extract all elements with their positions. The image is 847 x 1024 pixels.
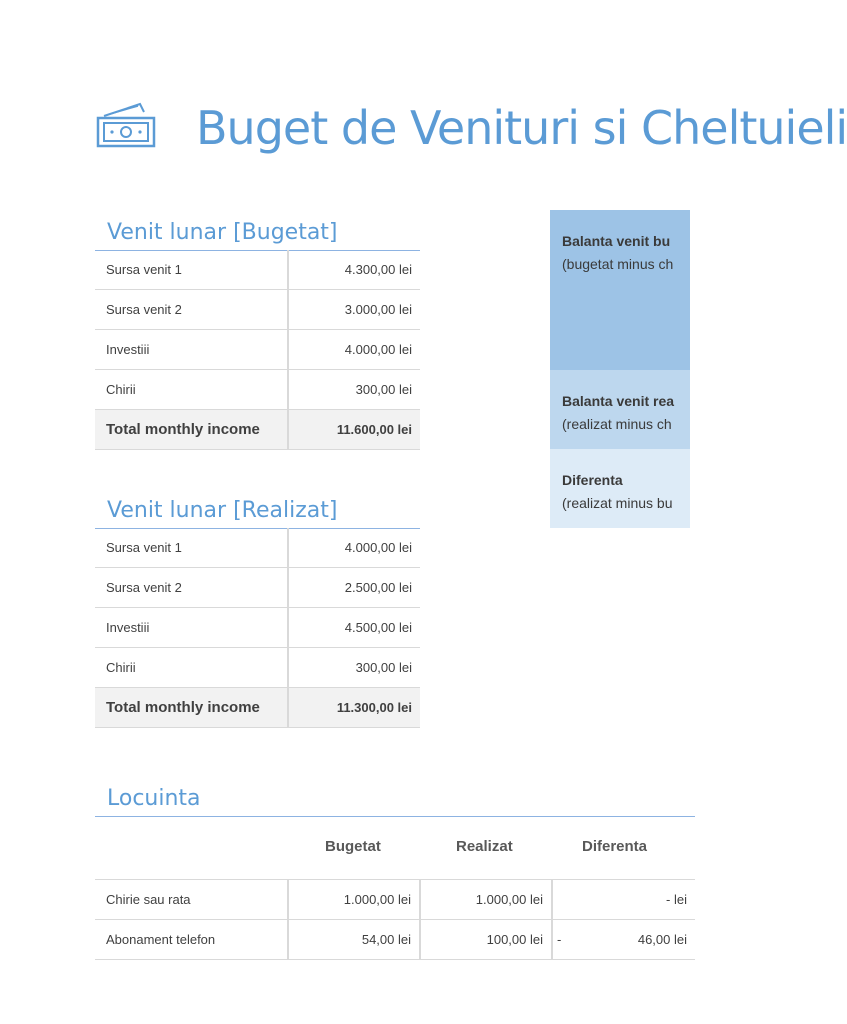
table-row <box>95 370 420 410</box>
row-value[interactable]: 4.500,00 lei <box>288 608 420 648</box>
row-value[interactable]: 3.000,00 lei <box>288 290 420 330</box>
row-label: Chirii <box>95 648 288 688</box>
budget-value[interactable]: 54,00 lei <box>288 920 420 960</box>
actual-income-heading <box>95 488 420 529</box>
difference-cell <box>552 920 695 960</box>
total-value: 11.300,00 lei <box>288 688 420 728</box>
table-row <box>95 528 420 568</box>
row-label: Sursa venit 2 <box>95 568 288 608</box>
table-row <box>95 568 420 608</box>
actual-value[interactable]: 100,00 lei <box>420 920 552 960</box>
panel-subtitle: (realizat minus ch <box>562 416 672 432</box>
row-value[interactable]: 4.000,00 lei <box>288 330 420 370</box>
total-row <box>95 688 420 728</box>
row-value[interactable]: 300,00 lei <box>288 370 420 410</box>
row-label: Investiii <box>95 330 288 370</box>
actual-value[interactable]: 1.000,00 lei <box>420 880 552 920</box>
budgeted-income-heading <box>95 210 420 251</box>
panel-title: Diferenta <box>562 472 623 488</box>
row-label: Sursa venit 1 <box>95 528 288 568</box>
section-title: Venit lunar [Realizat] <box>107 498 338 523</box>
total-value: 11.600,00 lei <box>288 410 420 450</box>
money-icon <box>96 100 158 150</box>
table-row <box>95 330 420 370</box>
total-row <box>95 410 420 450</box>
difference-cell <box>552 880 695 920</box>
row-value[interactable]: 4.300,00 lei <box>288 250 420 290</box>
panel-subtitle: (bugetat minus ch <box>562 256 674 272</box>
housing-heading <box>95 776 695 817</box>
difference-value: 46,00 lei <box>637 932 687 947</box>
panel-subtitle: (realizat minus bu <box>562 495 673 511</box>
row-label: Chirii <box>95 370 288 410</box>
difference-sign: - <box>557 932 562 947</box>
row-label: Abonament telefon <box>95 920 288 960</box>
panel-title: Balanta venit rea <box>562 393 675 409</box>
column-header-difference: Diferenta <box>582 838 648 855</box>
column-header-budget: Bugetat <box>325 838 381 855</box>
table-row <box>95 290 420 330</box>
section-title: Locuinta <box>107 786 201 811</box>
row-value[interactable]: 2.500,00 lei <box>288 568 420 608</box>
difference-panel <box>550 449 690 528</box>
total-label: Total monthly income <box>95 688 288 728</box>
column-header-actual: Realizat <box>456 838 513 855</box>
table-row <box>95 880 695 920</box>
row-value[interactable]: 4.000,00 lei <box>288 528 420 568</box>
difference-value: - lei <box>666 892 687 907</box>
section-title: Venit lunar [Bugetat] <box>107 220 338 245</box>
table-row <box>95 250 420 290</box>
page-title: Buget de Venituri si Cheltuieli <box>196 101 847 155</box>
table-row <box>95 648 420 688</box>
budget-balance-panel <box>550 210 690 370</box>
total-label: Total monthly income <box>95 410 288 450</box>
actual-income-table <box>95 528 420 728</box>
table-row <box>95 920 695 960</box>
panel-title: Balanta venit bu <box>562 233 671 249</box>
budget-value[interactable]: 1.000,00 lei <box>288 880 420 920</box>
row-label: Chirie sau rata <box>95 880 288 920</box>
row-label: Sursa venit 1 <box>95 250 288 290</box>
table-row <box>95 608 420 648</box>
row-label: Investiii <box>95 608 288 648</box>
budgeted-income-table <box>95 250 420 450</box>
row-value[interactable]: 300,00 lei <box>288 648 420 688</box>
housing-table <box>95 879 695 960</box>
actual-balance-panel <box>550 370 690 449</box>
row-label: Sursa venit 2 <box>95 290 288 330</box>
